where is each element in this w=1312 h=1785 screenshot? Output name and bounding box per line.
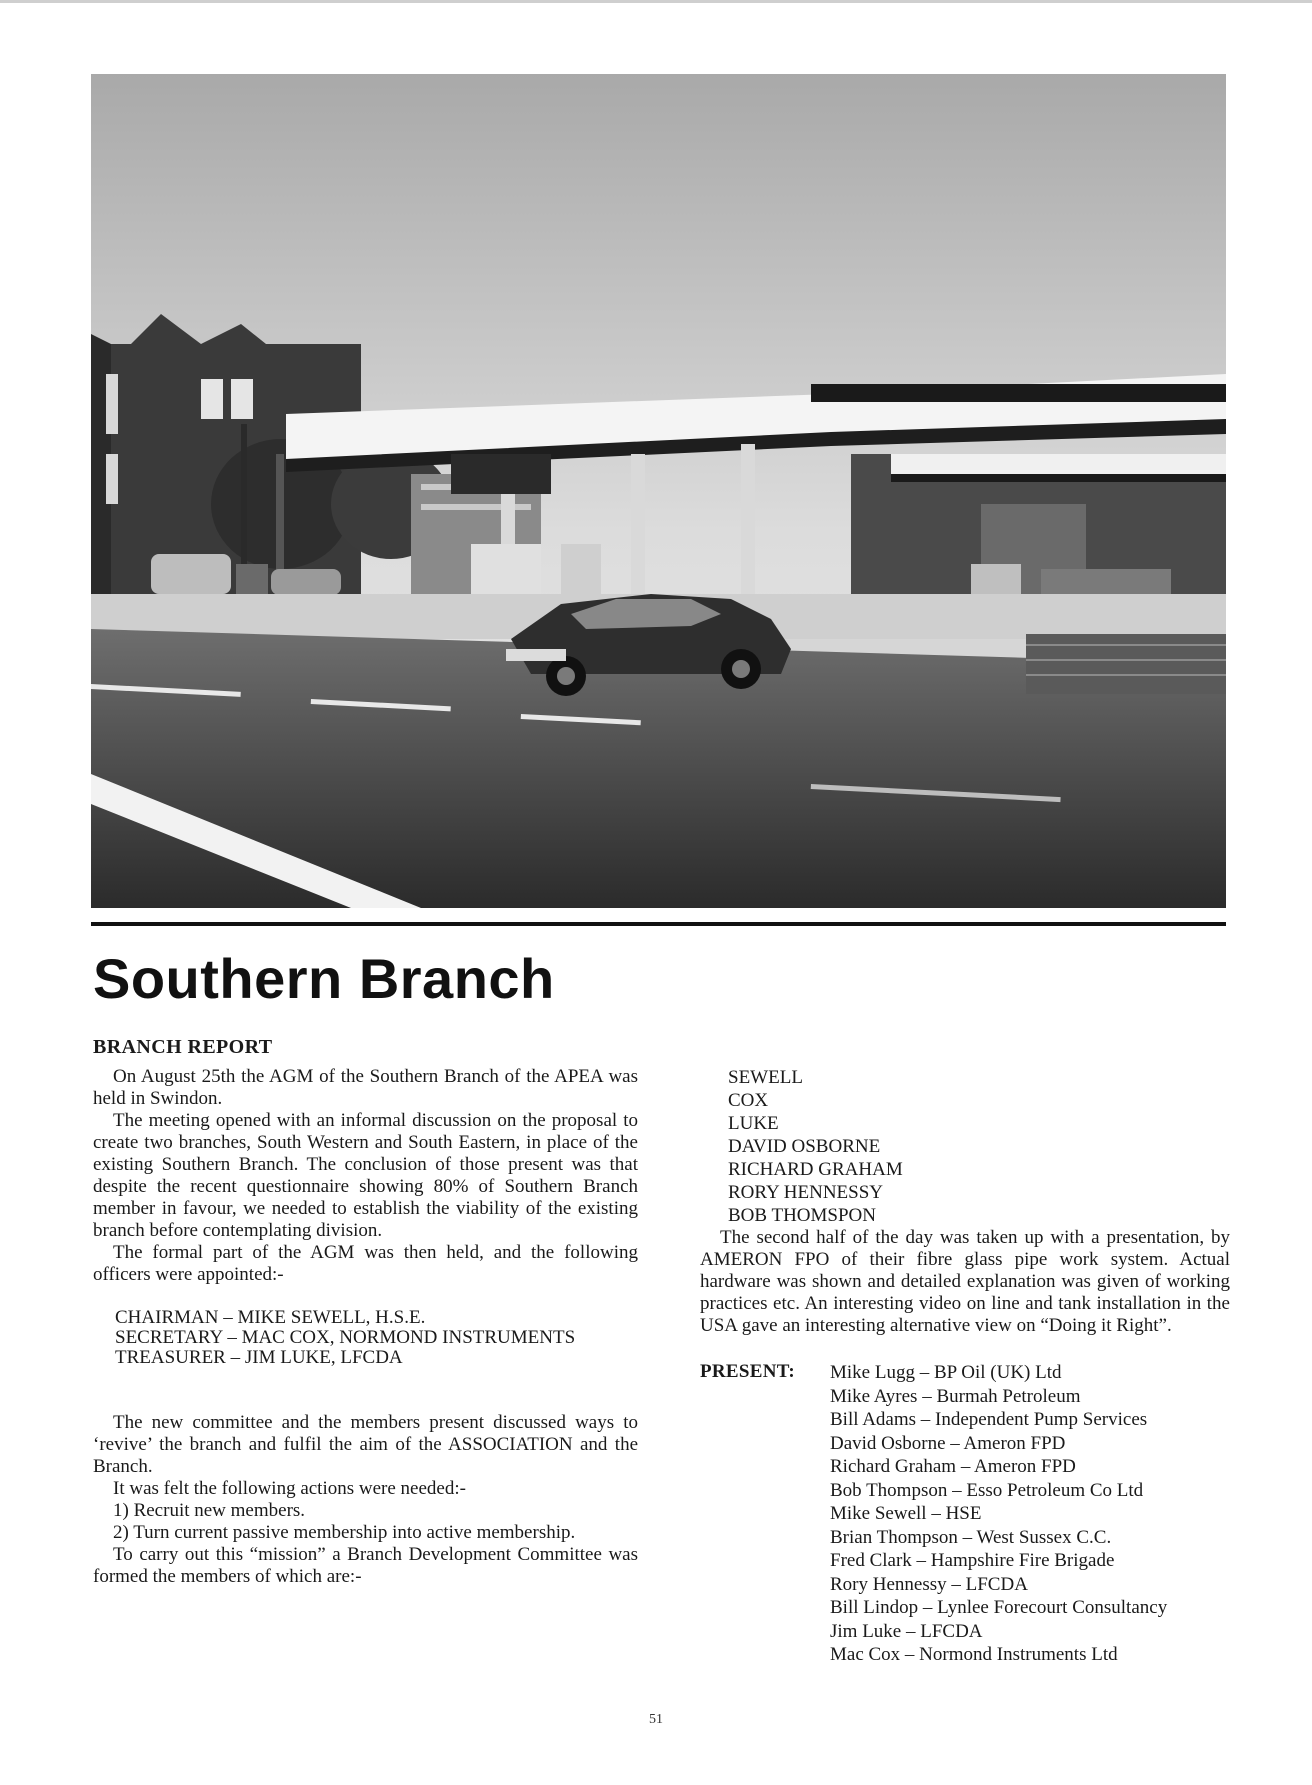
present-list: [830, 1361, 1167, 1667]
paragraph: The second half of the day was taken up with a presentation, by AMERON FPO of their fibre glass pipe work system. Actual hardware was shown and detailed explanation was given of working practices etc. An interesting video on line and tank installation in the USA gave an interesting alternative view on “Doing it Right”.: [700, 1227, 1230, 1336]
attendee: Mike Ayres – Burmah Petroleum: [830, 1385, 1081, 1407]
attendee: Fred Clark – Hampshire Fire Brigade: [830, 1550, 1115, 1571]
committee-member: SEWELL: [728, 1067, 803, 1088]
attendee: Mike Sewell – HSE: [830, 1503, 982, 1524]
attendee: David Osborne – Ameron FPD: [830, 1432, 1066, 1454]
officer-chairman: CHAIRMAN – MIKE SEWELL, H.S.E.: [115, 1307, 426, 1328]
committee-member: LUKE: [728, 1113, 779, 1134]
committee-member: RICHARD GRAHAM: [728, 1159, 903, 1180]
paragraph: The formal part of the AGM was then held, and the following officers were appointed:-: [93, 1242, 638, 1285]
attendee: Mike Lugg – BP Oil (UK) Ltd: [830, 1362, 1062, 1383]
attendee: Bill Adams – Independent Pump Services: [830, 1409, 1148, 1430]
committee-member: BOB THOMSPON: [728, 1205, 876, 1226]
section-subtitle: BRANCH REPORT: [93, 1036, 273, 1058]
left-column: [93, 1066, 638, 1588]
present-section: [700, 1361, 1230, 1667]
attendee: Mac Cox – Normond Instruments Ltd: [830, 1644, 1118, 1665]
attendee: Jim Luke – LFCDA: [830, 1620, 983, 1642]
page-title: Southern Branch: [93, 947, 555, 1010]
page-number: 51: [649, 1712, 663, 1727]
right-column: [700, 1066, 1230, 1667]
list-item: 1) Recruit new members.: [113, 1500, 306, 1521]
attendee: Bob Thompson – Esso Petroleum Co Ltd: [830, 1479, 1144, 1501]
heading-rule: [91, 922, 1226, 926]
attendee: Richard Graham – Ameron FPD: [830, 1456, 1076, 1477]
list-item: 2) Turn current passive membership into active membership.: [113, 1522, 576, 1543]
paragraph: On August 25th the AGM of the Southern Branch of the APEA was held in Swindon.: [93, 1066, 638, 1109]
officer-secretary: SECRETARY – MAC COX, NORMOND INSTRUMENTS: [115, 1327, 576, 1348]
attendee: Bill Lindop – Lynlee Forecourt Consultancy: [830, 1597, 1168, 1618]
petrol-station-photograph: [91, 74, 1226, 908]
committee-member: COX: [728, 1090, 769, 1111]
present-label: PRESENT:: [700, 1361, 795, 1382]
committee-member: RORY HENNESSY: [728, 1182, 884, 1203]
paragraph: The new committee and the members present discussed ways to ‘revive’ the branch and fulfil the aim of the ASSOCIATION and the Branch.: [93, 1412, 638, 1477]
attendee: Rory Hennessy – LFCDA: [830, 1573, 1028, 1595]
officers-list: [115, 1308, 638, 1368]
paragraph: To carry out this “mission” a Branch Development Committee was formed the members of which are:-: [93, 1544, 638, 1587]
paragraph: It was felt the following actions were needed:-: [113, 1478, 466, 1499]
top-edge-rule: [0, 0, 1312, 3]
paragraph: The meeting opened with an informal discussion on the proposal to create two branches, South Western and South Eastern, in place of the existing Southern Branch. The conclusion of those present was that despite the recent questionnaire showing 80% of Southern Branch member in favour, we needed to establish the viability of the existing branch before contemplating division.: [93, 1110, 638, 1241]
committee-list: [728, 1066, 1230, 1227]
committee-member: DAVID OSBORNE: [728, 1136, 881, 1157]
officer-treasurer: TREASURER – JIM LUKE, LFCDA: [115, 1347, 403, 1368]
attendee: Brian Thompson – West Sussex C.C.: [830, 1526, 1112, 1548]
